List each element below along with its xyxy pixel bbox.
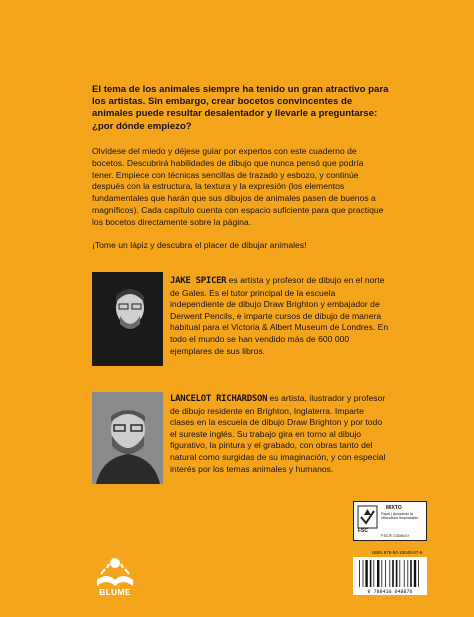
fsc-certification-box bbox=[353, 501, 427, 541]
author-name-lancelot-richardson: LANCELOT RICHARDSON bbox=[170, 394, 268, 404]
barcode-digits: 9 788410 048876 bbox=[367, 589, 413, 595]
author-photo-lancelot-richardson bbox=[92, 392, 163, 484]
barcode bbox=[353, 557, 427, 595]
author-bio-jake-spicer bbox=[170, 275, 390, 357]
description-paragraph: Olvídese del miedo y déjese guiar por expertos con este cuaderno de bocetos. Descubrirá habilidades de dibujo que nunca pensó que podría tener. Empiece con técnicas sencillas de trazado y esbozo, y continúe después con la estructura, la textura y la expresión (los elementos fundamentales que harán que sus dibujos de animales pasen de buenos a magníficos). Cada capítulo cuenta con espacio suficiente para que practique los bocetos directamente sobre la página. bbox=[92, 146, 384, 227]
author-photo-jake-spicer bbox=[92, 272, 163, 366]
author-bio-lancelot-richardson bbox=[170, 393, 390, 475]
call-to-action: ¡Tome un lápiz y descubra el placer de dibujar animales! bbox=[92, 240, 307, 250]
fsc-label: FSC bbox=[358, 528, 368, 534]
isbn-label: ISBN 978-84-10048-87-6 bbox=[372, 550, 423, 555]
fsc-mixto-label: MIXTO bbox=[386, 505, 402, 511]
fsc-code: FSC® C008047 bbox=[381, 533, 410, 538]
author-name-jake-spicer: JAKE SPICER bbox=[170, 276, 227, 286]
author-bio-text: es artista y profesor de dibujo en el norte de Gales. Es el tutor principal de la escuela independiente de dibujo Draw Brighton y embajador de Derwent Pencils, e imparte cursos de dibujo de manera habitual para el Victoria & Albert Museum de Londres. En todo el mundo se han vendido más de 600 000 ejemplares de sus libros. bbox=[170, 275, 389, 356]
fsc-description: Papel | Apoyando la silvicultura responsable bbox=[381, 512, 419, 521]
author-bio-text: es artista, ilustrador y profesor de dibujo residente en Brighton, Inglaterra. Imparte clases en la escuela de dibujo Draw Brighton y por todo el sureste inglés. Su trabajo gira en torno al dibujo figurativo, la pintura y el grabado, con obras tanto del natural como surgidas de su imaginación, y con especial interés por los temas animales y humanos. bbox=[170, 393, 386, 474]
publisher-name: BLUME bbox=[99, 587, 131, 597]
intro-text: El tema de los animales siempre ha tenido un gran atractivo para los artistas. Sin embargo, crear bocetos convincentes de animales puede resultar desalentador y llevarle a preguntarse: ¿por dónde empiezo? bbox=[92, 84, 389, 132]
